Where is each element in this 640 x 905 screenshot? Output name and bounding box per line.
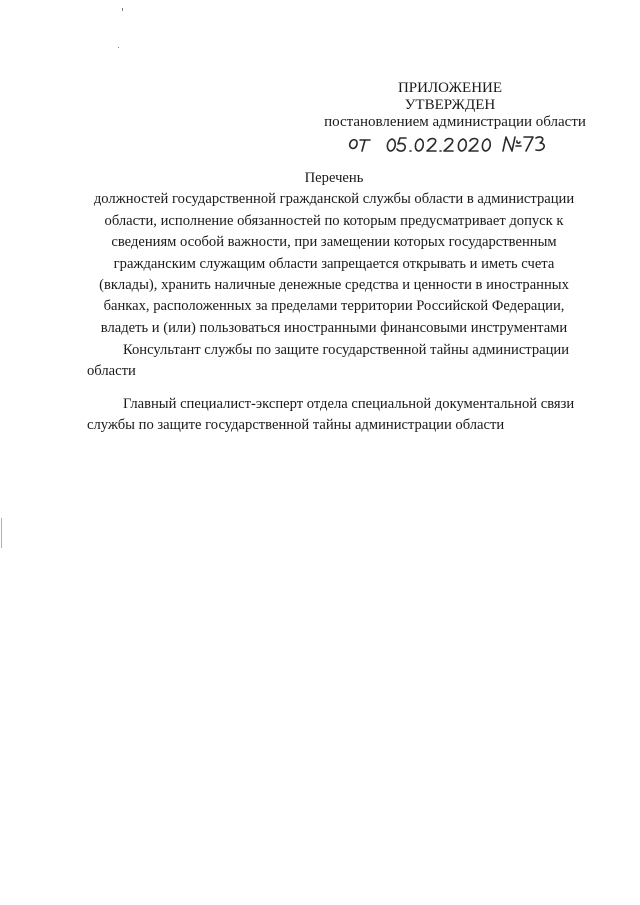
position-text: области	[87, 363, 136, 379]
position-item	[87, 340, 597, 382]
decree-label: постановлением администрации области	[324, 114, 586, 130]
title-line: банках, расположенных за пределами территории Российской Федерации,	[103, 298, 565, 315]
title-line: гражданским служащим области запрещается открывать и иметь счета	[113, 255, 555, 272]
title-line: владеть и (или) пользоваться иностранными финансовыми инструментами	[100, 319, 568, 336]
title-line: (вклады), хранить наличные денежные средства и ценности в иностранных	[99, 277, 569, 294]
position-text: Главный специалист-эксперт отдела специальной документальной связи	[123, 396, 575, 412]
positions-list	[87, 340, 597, 448]
approved-label: УТВЕРЖДЕН	[404, 97, 496, 113]
document-title	[60, 168, 608, 339]
scan-mark	[118, 47, 119, 48]
title-line: области, исполнение обязанностей по которым предусматривает допуск к	[104, 212, 564, 229]
title-line: должностей государственной гражданской службы области в администрации	[93, 191, 575, 208]
scan-mark	[1, 518, 2, 548]
title-heading: Перечень	[304, 170, 364, 186]
position-text: Консультант службы по защите государственной тайны администрации	[123, 342, 570, 358]
scan-mark	[122, 8, 123, 11]
appendix-header	[300, 80, 600, 131]
appendix-label: ПРИЛОЖЕНИЕ	[397, 80, 503, 96]
position-text: службы по защите государственной тайны администрации области	[87, 417, 505, 433]
title-line: сведениям особой важности, при замещении которых государственным	[111, 234, 557, 251]
handwritten-date-signature	[348, 129, 548, 155]
position-item	[87, 394, 597, 436]
